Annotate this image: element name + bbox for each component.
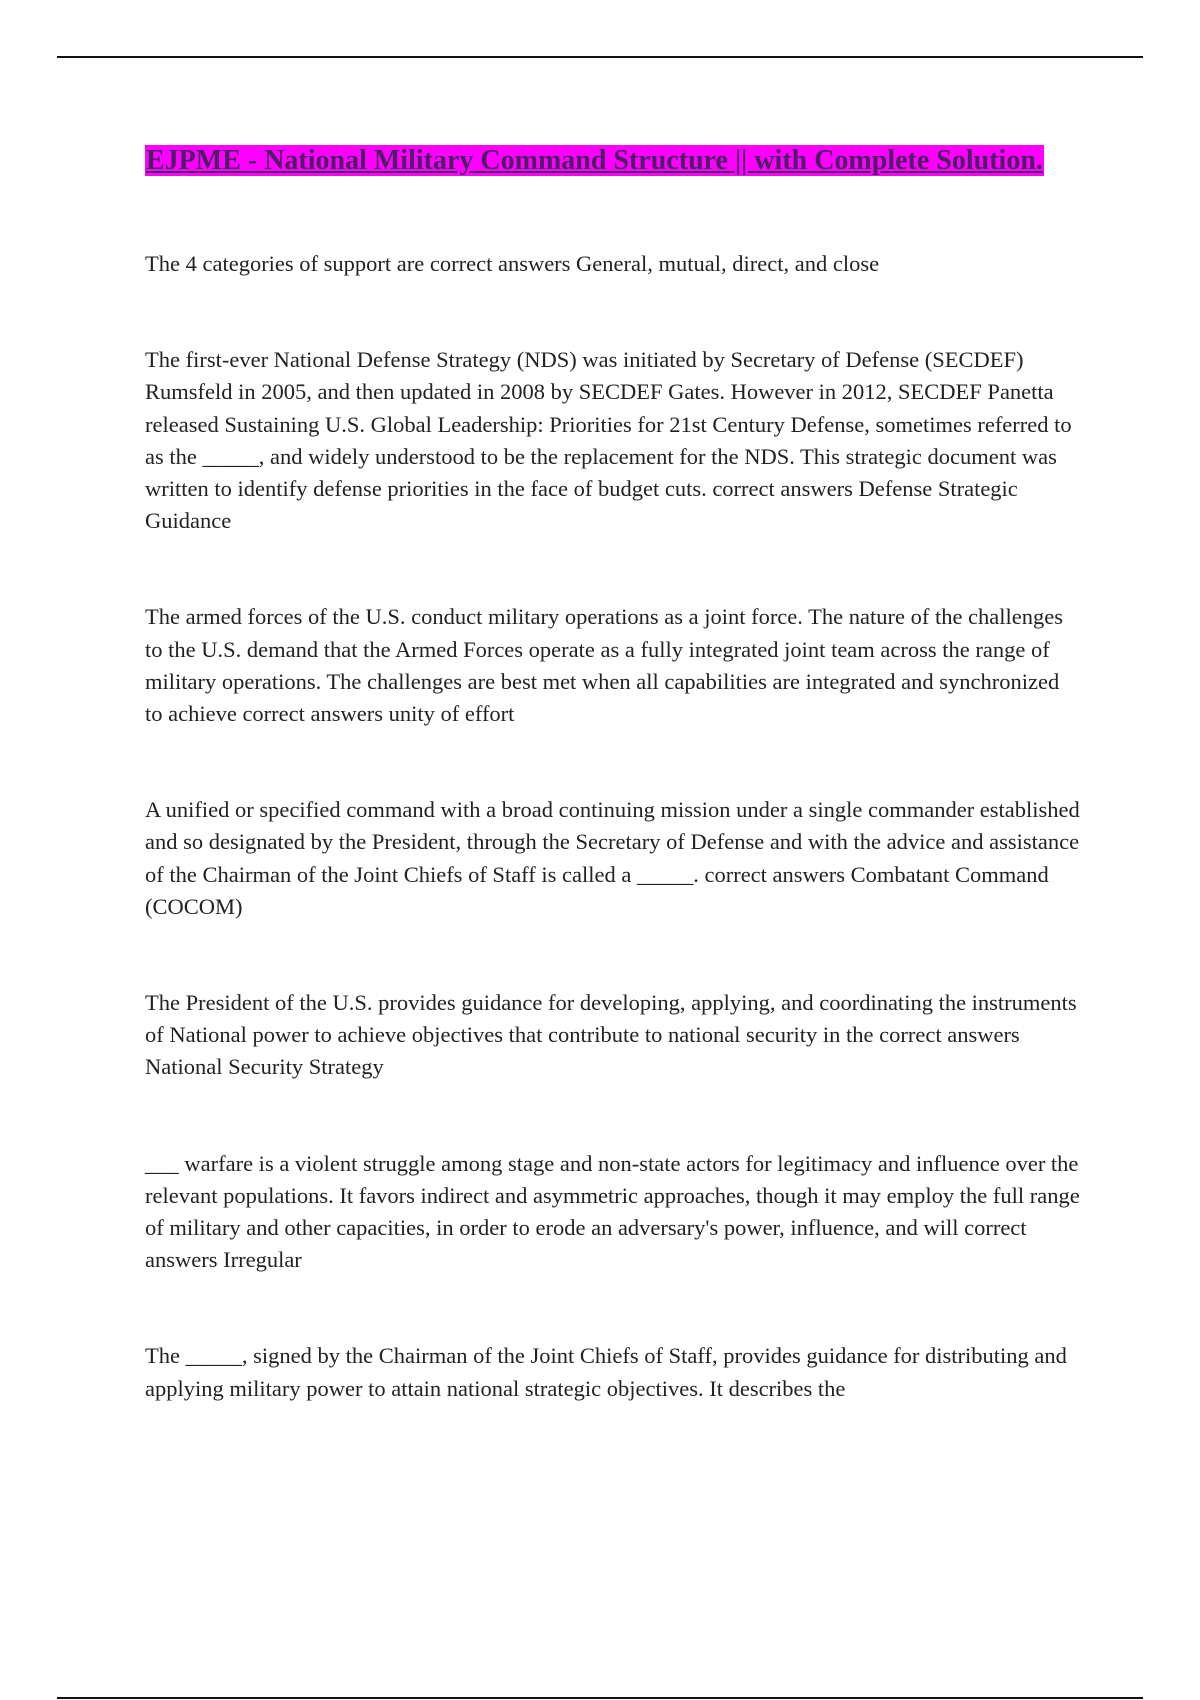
qa-paragraph-unity-of-effort: The armed forces of the U.S. conduct military operations as a joint force. The nature of the challenges to the U.S. demand that the Armed Forces operate as a fully integrated joint team across the range of military operations. The challenges are best met when all capabilities are integrated and synchronized to achieve correct answers unity of effort <box>145 604 1064 727</box>
document-body <box>145 140 1080 1405</box>
qa-paragraph-combatant-command: A unified or specified command with a broad continuing mission under a single commander established and so designated by the President, through the Secretary of Defense and with the advice and assistance of the Chairman of the Joint Chiefs of Staff is called a _____. correct answers Combatant Command (COCOM) <box>145 797 1080 919</box>
qa-paragraph-irregular-warfare: ___ warfare is a violent struggle among stage and non-state actors for legitimacy and influence over the relevant populations. It favors indirect and asymmetric approaches, though it may employ the full range of military and other capacities, in order to erode an adversary's power, influence, and will correct answers Irregular <box>145 1150 1080 1273</box>
qa-paragraph-national-security-strategy: The President of the U.S. provides guidance for developing, applying, and coordinating the instruments of National power to achieve objectives that contribute to national security in the correct answers National Security Strategy <box>145 990 1077 1080</box>
qa-paragraph-support-categories: The 4 categories of support are correct answers General, mutual, direct, and close <box>145 251 880 276</box>
qa-paragraph-national-military-strategy: The _____, signed by the Chairman of the Joint Chiefs of Staff, provides guidance for distributing and applying military power to attain national strategic objectives. It describes the <box>145 1343 1067 1401</box>
document-title <box>145 140 1080 182</box>
footer-rule <box>57 1697 1143 1699</box>
document-title-text: EJPME - National Military Command Structure || with Complete Solution. <box>146 145 1043 176</box>
header-rule <box>57 56 1143 58</box>
qa-paragraph-defense-strategic-guidance: The first-ever National Defense Strategy (NDS) was initiated by Secretary of Defense (SECDEF) Rumsfeld in 2005, and then updated in 2008 by SECDEF Gates. However in 2012, SECDEF Panetta released Sustaining U.S. Global Leadership: Priorities for 21st Century Defense, sometimes referred to as the _____, and widely understood to be the replacement for the NDS. This strategic document was written to identify defense priorities in the face of budget cuts. correct answers Defense Strategic Guidance <box>145 347 1072 534</box>
